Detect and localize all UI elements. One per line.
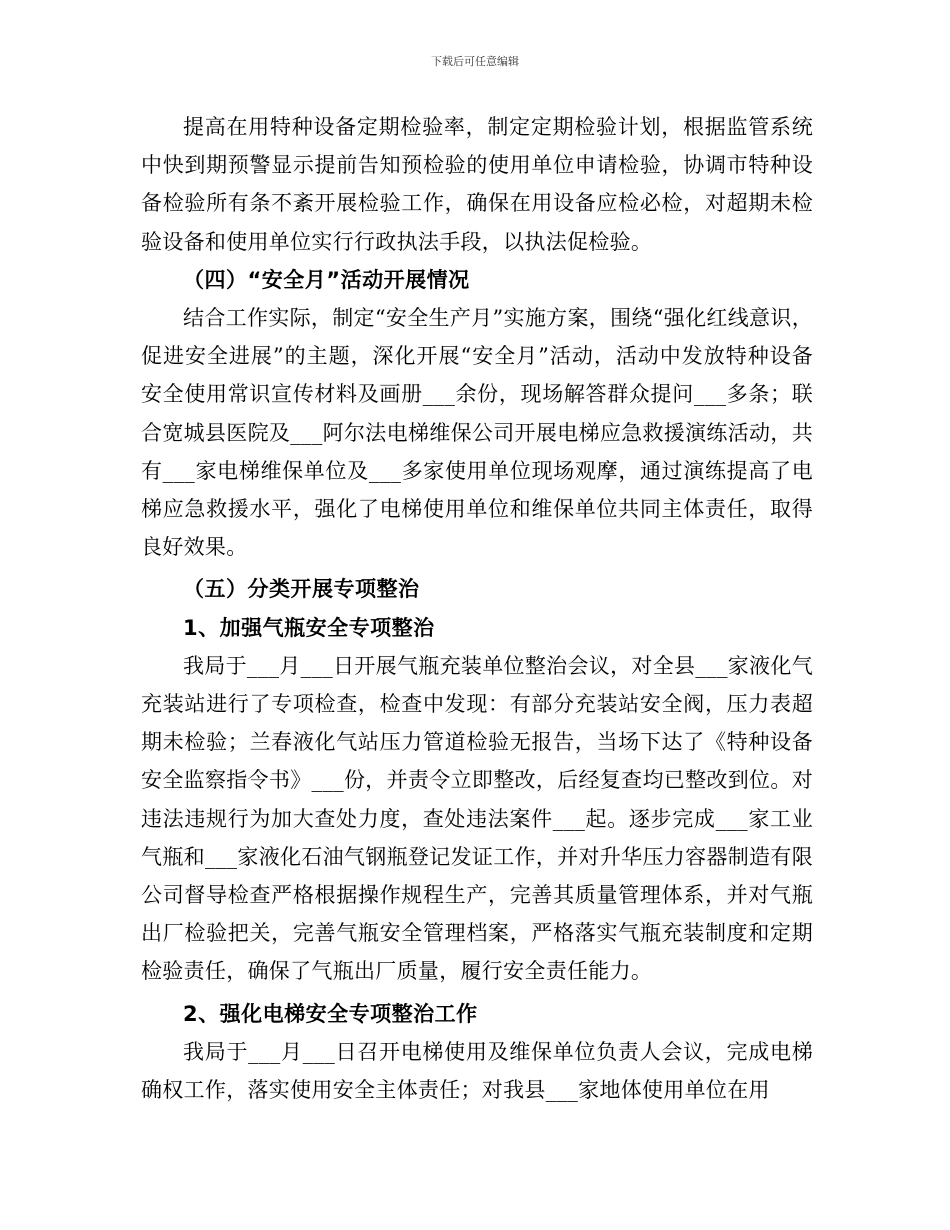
section-heading: （四）“安全月”活动开展情况 xyxy=(183,267,470,292)
paragraph: 结合工作实际，制定“安全生产月”实施方案，围绕“强化红线意识，促进安全进展”的主题，深化开展“安全月”活动，活动中发放特种设备安全使用常识宣传材料及画册___余份，现场解答群众提问___多条；联合宽城县医院及___阿尔法电梯维保公司开展电梯应急救援演练活动，共有___家电梯维保单位及___多家使用单位现场观摩，通过演练提高了电梯应急救援水平，强化了电梯使用单位和维保单位共同主体责任，取得良好效果。 xyxy=(141,306,813,560)
section-heading: （五）分类开展专项整治 xyxy=(183,577,420,602)
paragraph: 我局于___月___日开展气瓶充装单位整治会议，对全县___家液化气充装站进行了专项检查，检查中发现：有部分充装站安全阀，压力表超期未检验；兰春液化气站压力管道检验无报告，当场下达了《特种设备安全监察指令书》___份，并责令立即整改，后经复查均已整改到位。对违法违规行为加大查处力度，查处违法案件___起。逐步完成___家工业气瓶和___家液化石油气钢瓶登记发证工作，并对升华压力容器制造有限公司督导检查严格根据操作规程生产，完善其质量管理体系，并对气瓶出厂检验把关，完善气瓶安全管理档案，严格落实气瓶充装制度和定期检验责任，确保了气瓶出厂质量，履行安全责任能力。 xyxy=(141,653,813,984)
page-header: 下载后可任意编辑 xyxy=(431,55,519,68)
paragraph: 提高在用特种设备定期检验率，制定定期检验计划，根据监管系统中快到期预警显示提前告知预检验的使用单位申请检验，协调市特种设备检验所有条不紊开展检验工作，确保在用设备应检必检，对超期未检验设备和使用单位实行行政执法手段，以执法促检验。 xyxy=(141,115,813,254)
subsection-heading: 2、强化电梯安全专项整治工作 xyxy=(183,1001,478,1026)
subsection-heading: 1、加强气瓶安全专项整治 xyxy=(183,615,435,640)
document-body xyxy=(141,108,813,1109)
paragraph: 我局于___月___日召开电梯使用及维保单位负责人会议，完成电梯确权工作，落实使用安全主体责任；对我县___家地体使用单位在用 xyxy=(141,1039,813,1103)
